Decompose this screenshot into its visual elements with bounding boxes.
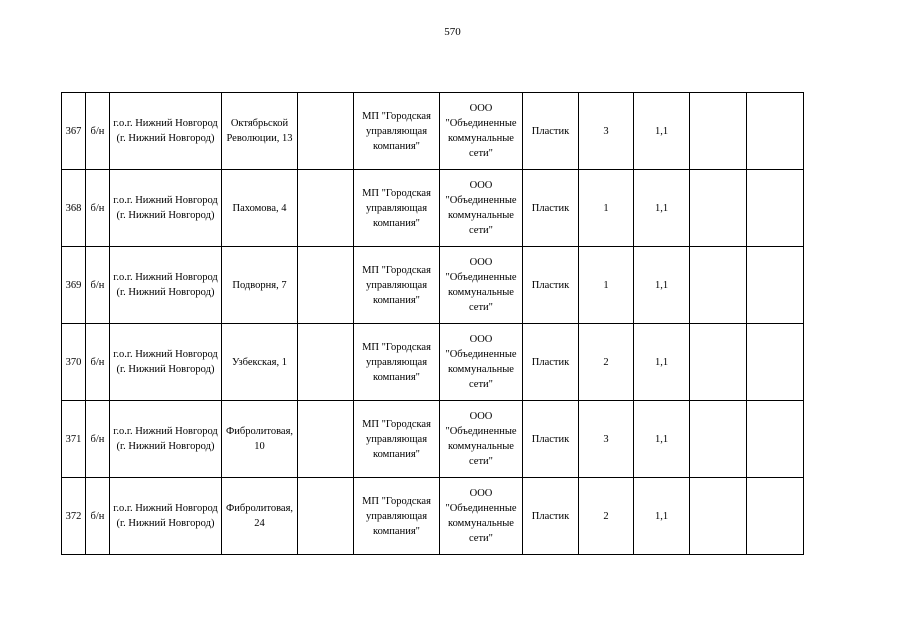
cell-row-number: 369: [62, 247, 86, 324]
cell-container-volume: 1,1: [634, 170, 690, 247]
cell-empty: [298, 324, 354, 401]
cell-empty: [747, 478, 804, 555]
cell-owner: МП "Городская управляющая компания": [354, 93, 440, 170]
cell-row-number: 371: [62, 401, 86, 478]
cell-settlement: г.о.г. Нижний Новгород (г. Нижний Новгород): [110, 170, 222, 247]
cell-container-count: 2: [579, 324, 634, 401]
cell-container-material: Пластик: [523, 247, 579, 324]
cell-settlement: г.о.г. Нижний Новгород (г. Нижний Новгород): [110, 93, 222, 170]
cell-document: б/н: [86, 478, 110, 555]
cell-empty: [298, 93, 354, 170]
cell-street-address: Фибролитовая, 24: [222, 478, 298, 555]
cell-settlement: г.о.г. Нижний Новгород (г. Нижний Новгород): [110, 324, 222, 401]
cell-container-count: 1: [579, 247, 634, 324]
cell-empty: [690, 93, 747, 170]
table-row: [62, 93, 804, 170]
cell-empty: [298, 478, 354, 555]
cell-empty: [690, 478, 747, 555]
cell-container-material: Пластик: [523, 324, 579, 401]
cell-empty: [690, 247, 747, 324]
cell-document: б/н: [86, 170, 110, 247]
cell-container-volume: 1,1: [634, 93, 690, 170]
cell-settlement: г.о.г. Нижний Новгород (г. Нижний Новгород): [110, 401, 222, 478]
cell-operator: ООО "Объединенные коммунальные сети": [440, 401, 523, 478]
table-row: [62, 324, 804, 401]
cell-row-number: 368: [62, 170, 86, 247]
table-row: [62, 401, 804, 478]
table-row: [62, 247, 804, 324]
cell-empty: [298, 247, 354, 324]
cell-owner: МП "Городская управляющая компания": [354, 170, 440, 247]
cell-empty: [298, 401, 354, 478]
table-row: [62, 478, 804, 555]
cell-container-count: 3: [579, 93, 634, 170]
cell-container-material: Пластик: [523, 401, 579, 478]
cell-container-count: 3: [579, 401, 634, 478]
cell-operator: ООО "Объединенные коммунальные сети": [440, 170, 523, 247]
cell-empty: [747, 247, 804, 324]
cell-row-number: 372: [62, 478, 86, 555]
cell-empty: [747, 324, 804, 401]
cell-street-address: Фибролитовая, 10: [222, 401, 298, 478]
container-registry-table: [61, 92, 804, 555]
cell-owner: МП "Городская управляющая компания": [354, 478, 440, 555]
cell-container-material: Пластик: [523, 170, 579, 247]
cell-row-number: 367: [62, 93, 86, 170]
cell-owner: МП "Городская управляющая компания": [354, 324, 440, 401]
cell-document: б/н: [86, 324, 110, 401]
cell-owner: МП "Городская управляющая компания": [354, 401, 440, 478]
cell-operator: ООО "Объединенные коммунальные сети": [440, 324, 523, 401]
cell-empty: [298, 170, 354, 247]
cell-settlement: г.о.г. Нижний Новгород (г. Нижний Новгород): [110, 478, 222, 555]
cell-owner: МП "Городская управляющая компания": [354, 247, 440, 324]
cell-street-address: Узбекская, 1: [222, 324, 298, 401]
cell-street-address: Пахомова, 4: [222, 170, 298, 247]
cell-operator: ООО "Объединенные коммунальные сети": [440, 478, 523, 555]
cell-container-volume: 1,1: [634, 401, 690, 478]
cell-empty: [690, 324, 747, 401]
cell-container-material: Пластик: [523, 478, 579, 555]
cell-document: б/н: [86, 247, 110, 324]
table-row: [62, 170, 804, 247]
cell-empty: [747, 170, 804, 247]
cell-empty: [747, 93, 804, 170]
cell-street-address: Октябрьской Революции, 13: [222, 93, 298, 170]
cell-empty: [690, 170, 747, 247]
cell-operator: ООО "Объединенные коммунальные сети": [440, 247, 523, 324]
cell-document: б/н: [86, 401, 110, 478]
cell-row-number: 370: [62, 324, 86, 401]
cell-street-address: Подворня, 7: [222, 247, 298, 324]
page-number: 570: [444, 26, 461, 38]
cell-document: б/н: [86, 93, 110, 170]
cell-operator: ООО "Объединенные коммунальные сети": [440, 93, 523, 170]
cell-container-material: Пластик: [523, 93, 579, 170]
cell-container-volume: 1,1: [634, 247, 690, 324]
cell-container-count: 1: [579, 170, 634, 247]
cell-container-volume: 1,1: [634, 478, 690, 555]
cell-container-volume: 1,1: [634, 324, 690, 401]
cell-container-count: 2: [579, 478, 634, 555]
cell-empty: [690, 401, 747, 478]
cell-settlement: г.о.г. Нижний Новгород (г. Нижний Новгород): [110, 247, 222, 324]
cell-empty: [747, 401, 804, 478]
